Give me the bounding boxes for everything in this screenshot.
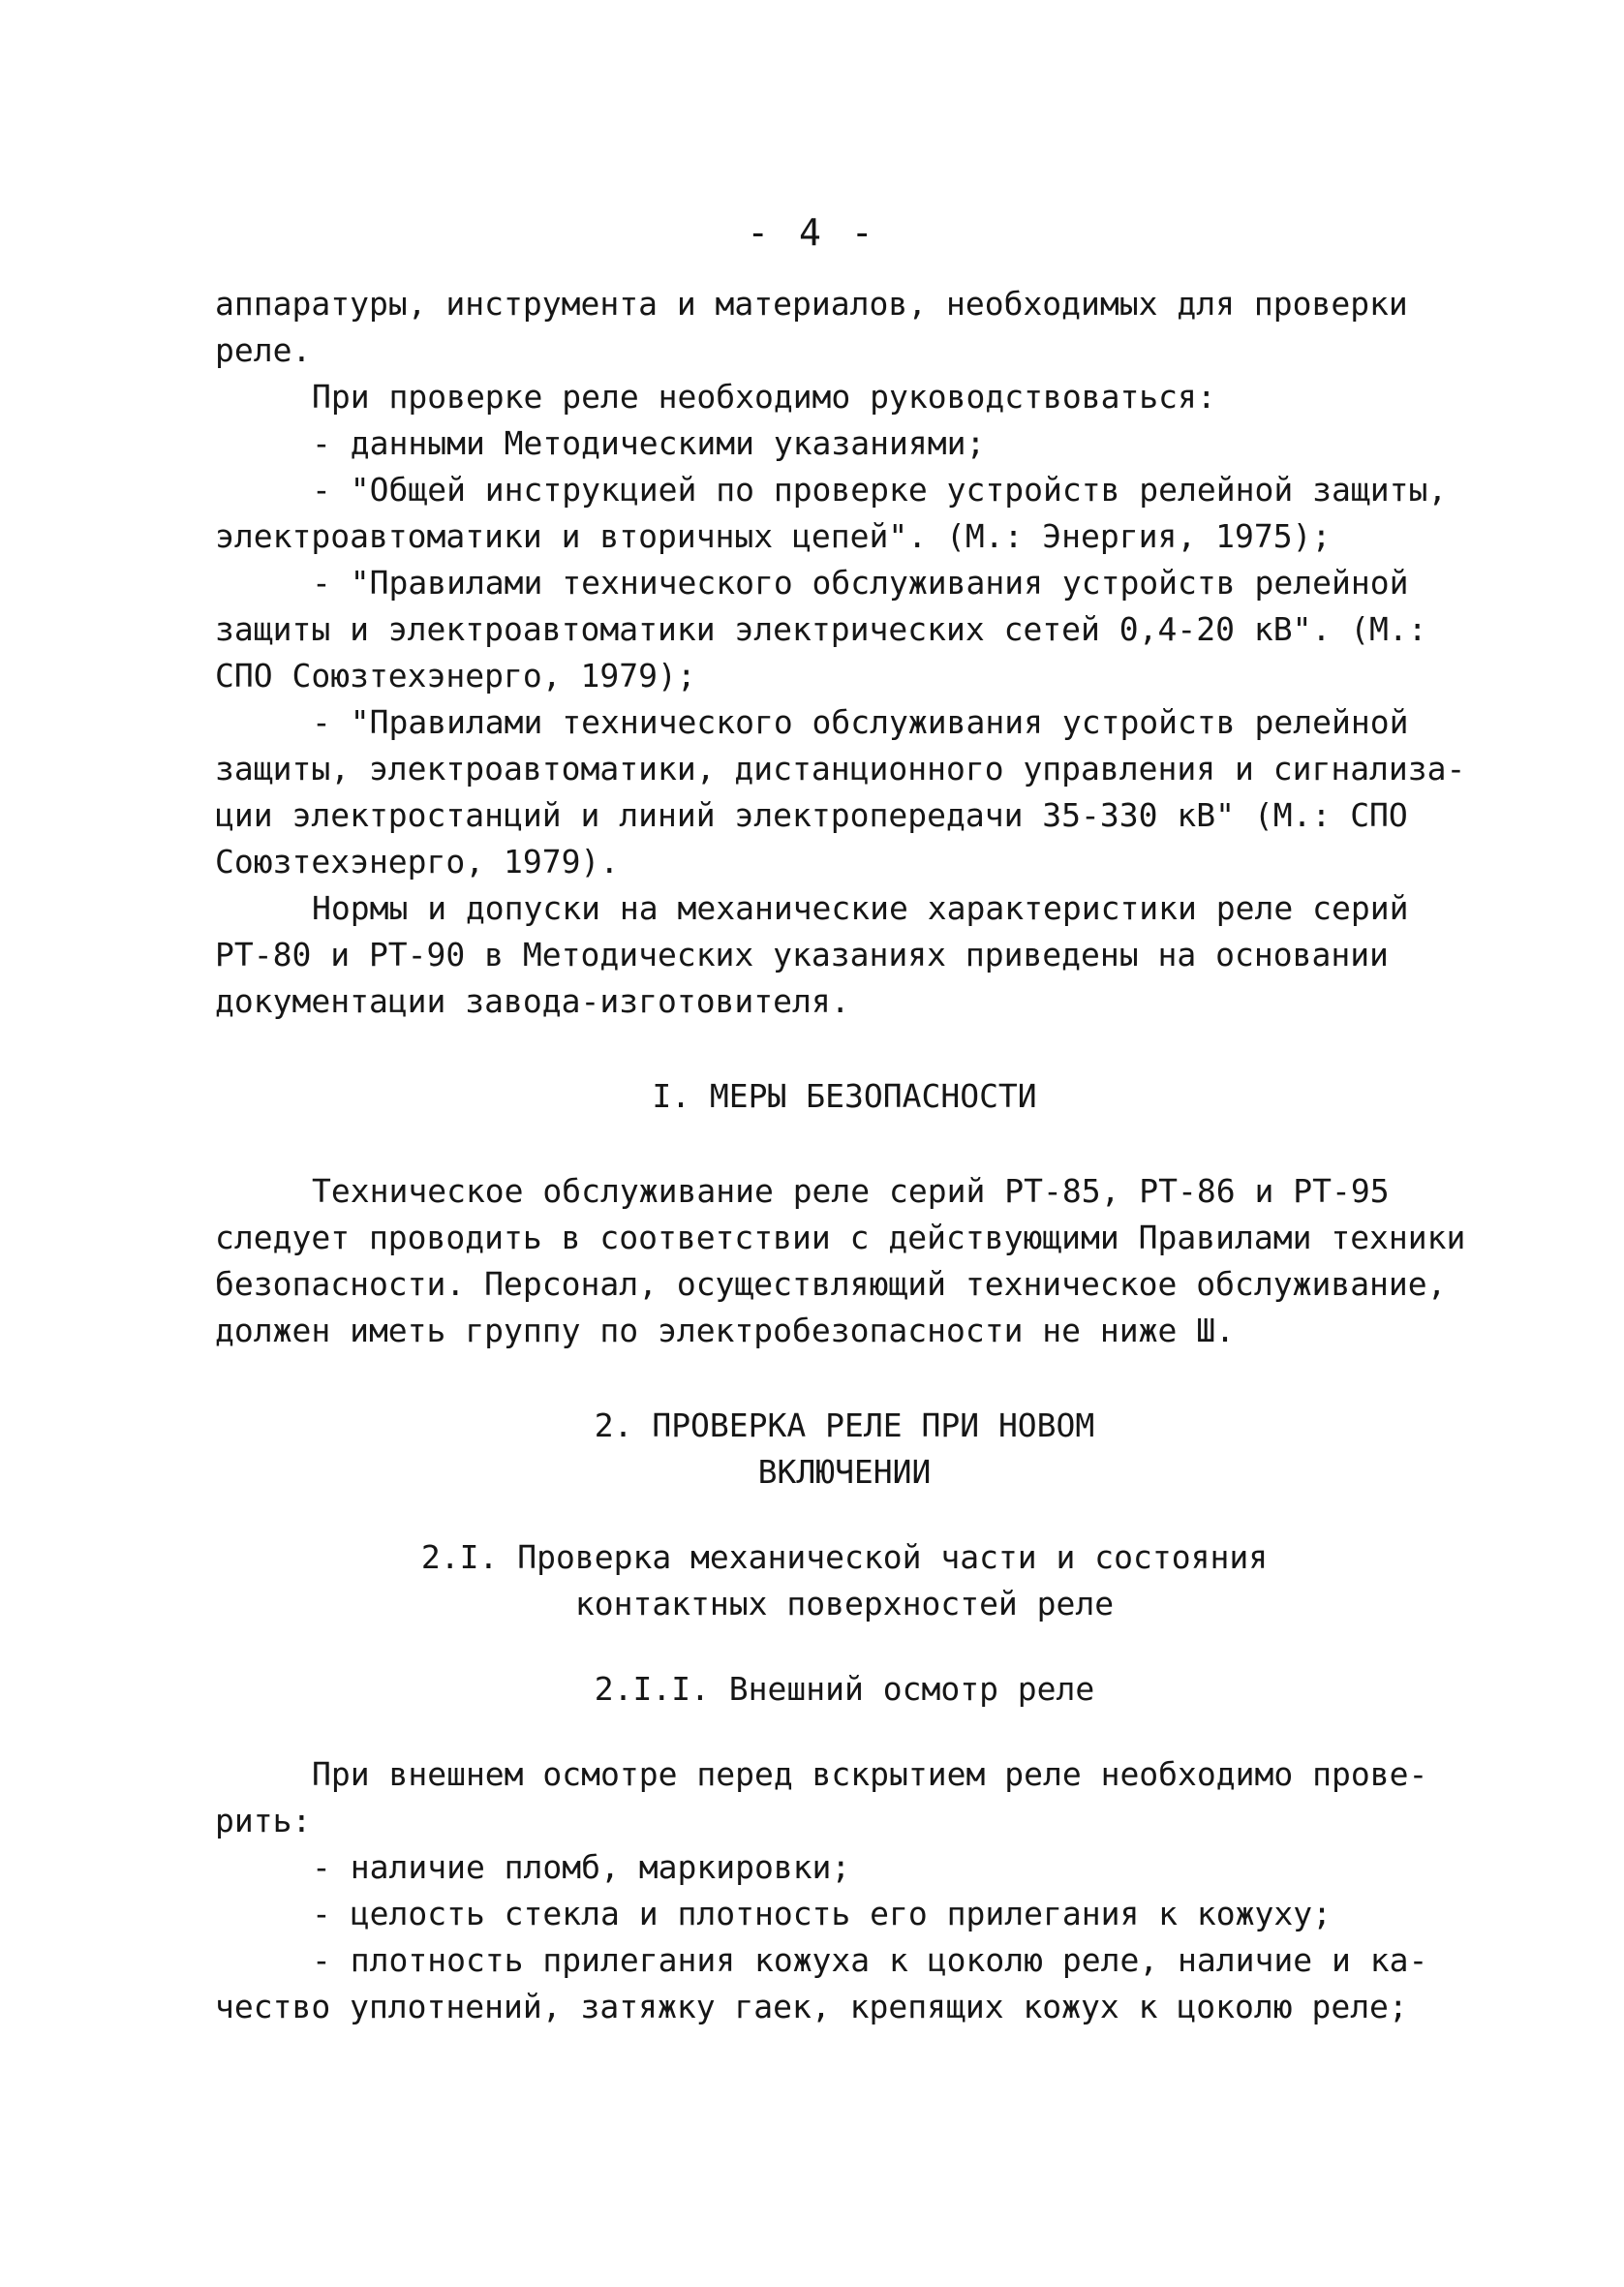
guideline-item: - "Правилами технического обслуживания устройств релейной [312,703,1409,741]
guideline-item: - "Правилами технического обслуживания устройств релейной [312,564,1409,602]
guidelines-lead: При проверке реле необходимо руководствоваться: [312,378,1216,416]
section2-item-cont: чество уплотнений, затяжку гаек, крепящих кожух к цоколю реле; [215,1988,1408,2025]
section2-line: рить: [215,1802,312,1839]
document-body [215,281,1474,2030]
section-heading: I. МЕРЫ БЕЗОПАСНОСТИ [652,1077,1037,1115]
guideline-item-cont: защиты и электроавтоматики электрических сетей 0,4-20 кВ". (М.: [215,610,1427,648]
section1-line: Техническое обслуживание реле серий РТ-85, РТ-86 и РТ-95 [312,1172,1390,1210]
subsubsection-heading: 2.I.I. Внешний осмотр реле [594,1670,1095,1708]
guideline-item: - данными Методическими указаниями; [312,424,986,462]
intro-line: аппаратуры, инструмента и материалов, необходимых для проверки [215,285,1408,323]
section2-item: - плотность прилегания кожуха к цоколю реле, наличие и ка- [312,1941,1428,1979]
section1-line: следует проводить в соответствии с действующими Правилами техники [215,1219,1466,1256]
section2-item: - наличие пломб, маркировки; [312,1848,851,1886]
norms-line: документации завода-изготовителя. [215,982,850,1020]
guideline-item-cont: защиты, электроавтоматики, дистанционного управления и сигнализа- [215,750,1466,788]
norms-line: РТ-80 и РТ-90 в Методических указаниях приведены на основании [215,936,1389,974]
section2-line: При внешнем осмотре перед вскрытием реле необходимо прове- [312,1755,1428,1793]
guideline-item-cont: СПО Союзтехэнерго, 1979); [215,657,696,695]
guideline-item-cont: Союзтехэнерго, 1979). [215,843,620,881]
guideline-item-cont: электроавтоматики и вторичных цепей". (М.: Энергия, 1975); [215,517,1332,555]
section1-line: должен иметь группу по электробезопасности не ниже Ш. [215,1312,1235,1349]
subsection-heading-cont: контактных поверхностей реле [574,1585,1115,1623]
section-heading-cont: ВКЛЮЧЕНИИ [757,1453,932,1491]
norms-line: Нормы и допуски на механические характеристики реле серий [312,889,1409,927]
section2-item: - целость стекла и плотность его прилегания к кожуху; [312,1895,1332,1932]
section-heading: 2. ПРОВЕРКА РЕЛЕ ПРИ НОВОМ [594,1406,1095,1444]
page-number: - 4 - [747,211,877,254]
intro-line: реле. [215,331,312,369]
guideline-item-cont: ции электростанций и линий электропередачи 35-330 кВ" (М.: СПО [215,796,1408,834]
guideline-item: - "Общей инструкцией по проверке устройств релейной защиты, [312,471,1448,509]
section1-line: безопасности. Персонал, осуществляющий техническое обслуживание, [215,1265,1447,1303]
subsection-heading: 2.I. Проверка механической части и состояния [420,1538,1269,1576]
